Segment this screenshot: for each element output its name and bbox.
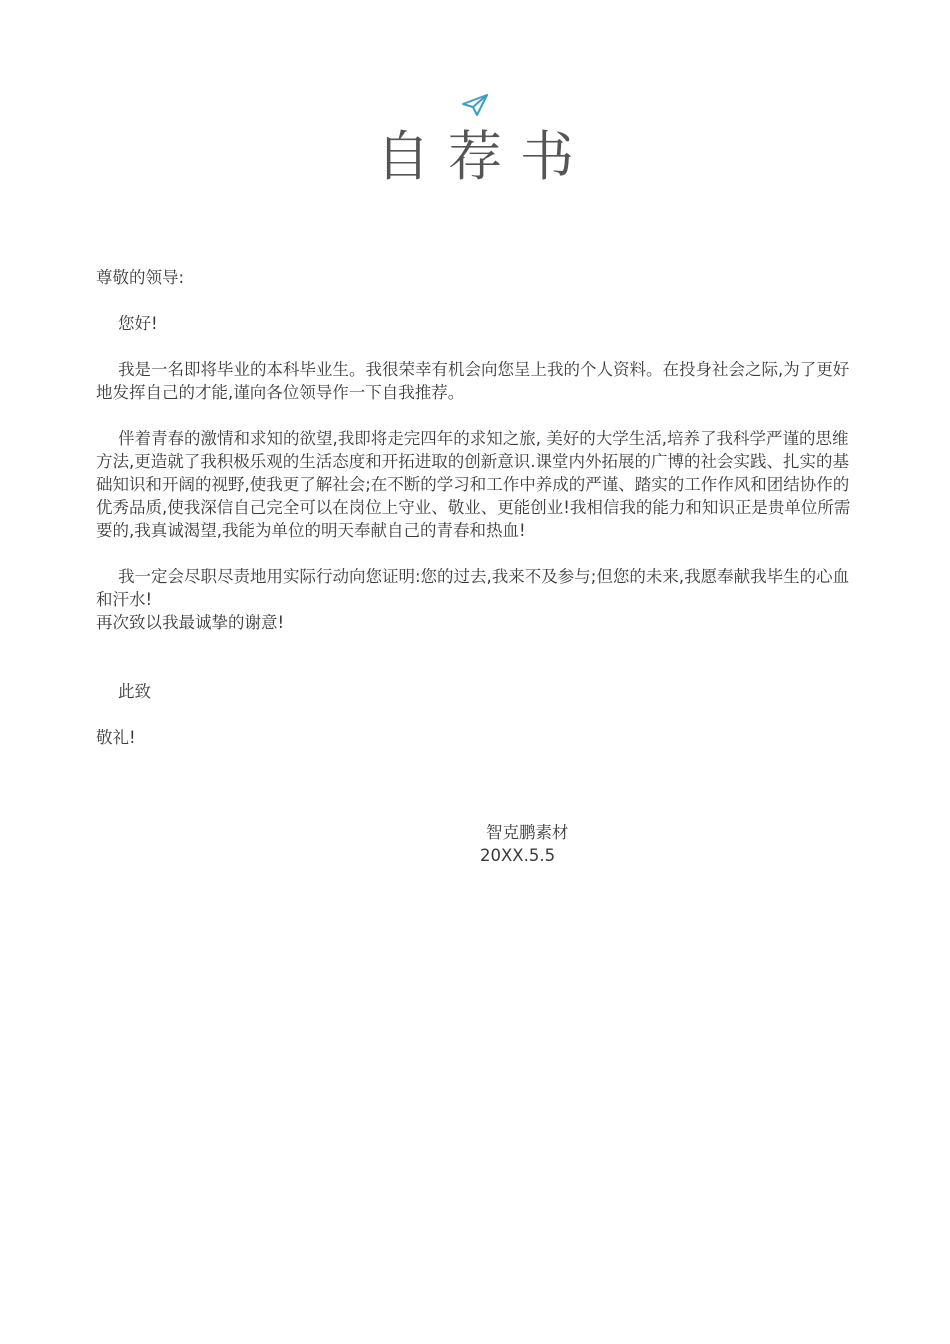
page-title: 自荐书 — [376, 125, 592, 188]
closing-line: 此致 — [118, 682, 151, 701]
thanks-line: 再次致以我最诚挚的谢意! — [96, 613, 285, 632]
paragraph-intro: 我是一名即将毕业的本科毕业生。我很荣幸有机会向您呈上我的个人资料。在投身社会之际,为了更好地发挥自己的才能,谨向各位领导作一下自我推荐。 — [96, 360, 850, 402]
signature-block — [480, 821, 569, 867]
letter-body — [96, 266, 861, 749]
paragraph-experience: 伴着青春的激情和求知的欲望,我即将走完四年的求知之旅, 美好的大学生活,培养了我科学严谨的思维方法,更造就了我积极乐观的生活态度和开拓进取的创新意识.课堂内外拓展的广博的社会实践、扎实的基础知识和开阔的视野,使我更了解社会;在不断的学习和工作中养成的严谨、踏实的工作作风和团结协作的优秀品质,使我深信自己完全可以在岗位上守业、敬业、更能创业!我相信我的能力和知识正是贵单位所需要的,我真诚渴望,我能为单位的明天奉献自己的青春和热血! — [96, 429, 851, 540]
signature-date: 20XX.5.5 — [480, 846, 556, 865]
regards-line: 敬礼! — [96, 728, 136, 747]
greeting: 您好! — [118, 314, 158, 333]
paragraph-commitment: 我一定会尽职尽责地用实际行动向您证明:您的过去,我来不及参与;但您的未来,我愿奉献我毕生的心血和汗水! — [96, 567, 850, 609]
signature-name: 智克鹏素材 — [486, 823, 569, 842]
salutation: 尊敬的领导: — [96, 268, 185, 287]
paper-plane-icon — [461, 93, 489, 117]
